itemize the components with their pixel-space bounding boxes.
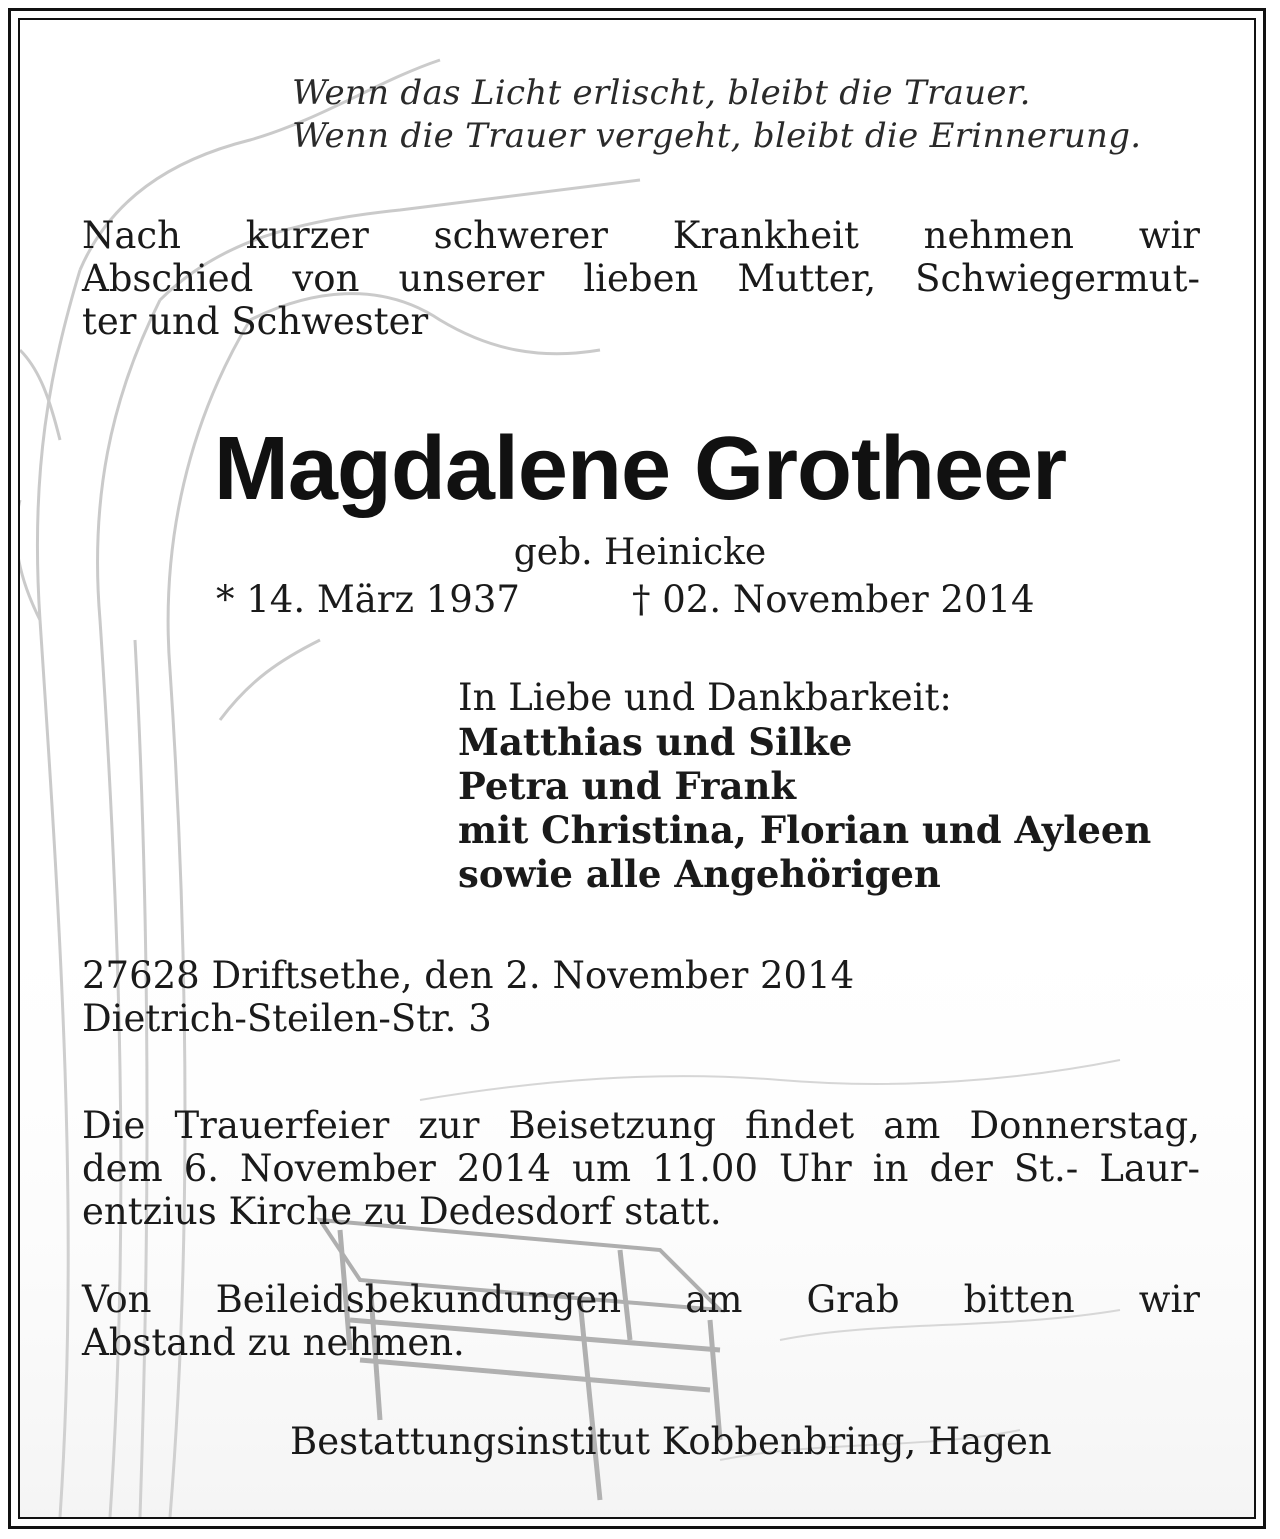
deceased-name: Magdalene Grotheer [213, 419, 1067, 519]
birth-name: geb. Heinicke [513, 532, 767, 573]
funeral-line-3: entzius Kirche zu Dedesdorf statt. [82, 1190, 722, 1233]
mourners-block [458, 676, 1151, 896]
death-date: † 02. November 2014 [632, 578, 1035, 621]
funeral-line-1: Die Trauerfeier zur Beisetzung findet am Donnerstag, [82, 1104, 1200, 1147]
address-line-1: 27628 Driftsethe, den 2. November 2014 [82, 954, 855, 997]
intro-line-3: ter und Schwester [82, 300, 429, 343]
address-line-2: Dietrich-Steilen-Str. 3 [82, 997, 492, 1040]
mourner-line: Petra und Frank [458, 764, 796, 808]
mourners-intro: In Liebe und Dankbarkeit: [458, 676, 952, 719]
mourner-line: mit Christina, Florian und Ayleen [458, 808, 1152, 852]
funeral-line-2: dem 6. November 2014 um 11.00 Uhr in der St.- Laur- [82, 1147, 1200, 1190]
address-block [82, 954, 854, 1040]
intro-paragraph [82, 214, 1200, 343]
condolence-line-2: Abstand zu nehmen. [82, 1321, 465, 1364]
intro-line-2: Abschied von unserer lieben Mutter, Schwiegermut- [82, 257, 1200, 300]
intro-line-1: Nach kurzer schwerer Krankheit nehmen wir [82, 214, 1200, 257]
mourner-line: sowie alle Angehörigen [458, 852, 941, 896]
condolence-line-1: Von Beileidsbekundungen am Grab bitten wir [82, 1278, 1200, 1321]
funeral-paragraph [82, 1104, 1200, 1233]
opening-quote [292, 72, 1141, 158]
mourner-line: Matthias und Silke [458, 720, 853, 764]
undertaker-name: Bestattungsinstitut Kobbenbring, Hagen [290, 1420, 1052, 1463]
quote-line-1: Wenn das Licht erlischt, bleibt die Trauer. [292, 73, 1031, 113]
birth-date: * 14. März 1937 [216, 578, 520, 621]
condolence-paragraph [82, 1278, 1200, 1364]
quote-line-2: Wenn die Trauer vergeht, bleibt die Erinnerung. [292, 116, 1142, 156]
